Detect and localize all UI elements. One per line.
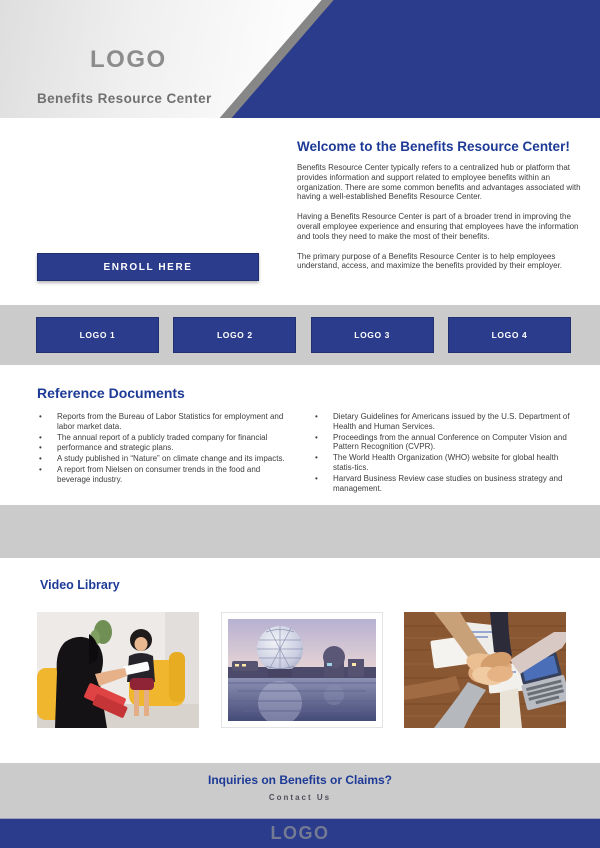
- science-world-dome-photo: [228, 619, 376, 721]
- list-item: • A study published in “Nature” on climate change and its impacts.: [37, 454, 295, 464]
- contact-us-link[interactable]: Contact Us: [268, 793, 332, 802]
- welcome-paragraph: The primary purpose of a Benefits Resource Center is to help employees understand, access, and maximize the benefits provided by their employer.: [297, 251, 563, 271]
- logo-2-button[interactable]: LOGO 2: [173, 317, 296, 353]
- video-thumbnail-science-world[interactable]: [221, 612, 383, 728]
- video-library-row: [37, 612, 566, 728]
- welcome-title: Welcome to the Benefits Resource Center!: [297, 139, 570, 154]
- enroll-here-button[interactable]: ENROLL HERE: [37, 253, 259, 281]
- video-thumbnail-office-interview[interactable]: [37, 612, 199, 728]
- logo-1-button[interactable]: LOGO 1: [36, 317, 159, 353]
- list-item: • A report from Nielsen on consumer trends in the food and beverage industry.: [37, 465, 295, 485]
- partner-logos-band: [0, 305, 600, 365]
- welcome-section: [297, 139, 592, 281]
- inquiries-heading: Inquiries on Benefits or Claims?: [207, 773, 393, 787]
- team-hands-stacked-photo: [404, 612, 566, 728]
- reference-left-column: [37, 412, 307, 494]
- welcome-paragraph: Benefits Resource Center typically refers to a centralized hub or platform that provides information and support related to employee benefits within an organization. There are some common benefits and advantages associated with having a well-established Benefits Resource Center.: [297, 163, 581, 202]
- list-item: • Reports from the Bureau of Labor Statistics for employment and labor market data.: [37, 412, 295, 432]
- logo-4-button[interactable]: LOGO 4: [448, 317, 571, 353]
- list-item: • The World Health Organization (WHO) website for global health statis-tics.: [313, 453, 577, 473]
- footer-logo: LOGO: [270, 823, 330, 843]
- bottom-logo-bar: [0, 818, 600, 848]
- reference-documents-title: Reference Documents: [37, 385, 185, 401]
- video-thumbnail-team-hands[interactable]: [404, 612, 566, 728]
- gray-divider-band: [0, 505, 600, 558]
- footer-band: [0, 763, 600, 818]
- page-title: Benefits Resource Center: [37, 91, 212, 106]
- company-logo: LOGO: [90, 46, 167, 73]
- list-item: • The annual report of a publicly traded company for financial: [37, 433, 295, 443]
- reference-right-column: [307, 412, 577, 494]
- welcome-paragraph: Having a Benefits Resource Center is part of a broader trend in improving the overall employee experience and ensuring that employees have the information and tools they need to make the most of their benefits.: [297, 212, 579, 241]
- list-item: • Harvard Business Review case studies on business strategy and management.: [313, 474, 577, 494]
- reference-documents-lists: [37, 412, 577, 494]
- list-item: • Dietary Guidelines for Americans issued by the U.S. Department of Health and Human Services.: [313, 412, 577, 432]
- page-header: [0, 0, 600, 118]
- office-interview-photo: [37, 612, 199, 728]
- list-item: • performance and strategic plans.: [37, 443, 295, 453]
- video-library-title: Video Library: [40, 578, 120, 592]
- list-item: • Proceedings from the annual Conference on Computer Vision and Pattern Recognition (CVPR).: [313, 433, 577, 453]
- logo-3-button[interactable]: LOGO 3: [311, 317, 434, 353]
